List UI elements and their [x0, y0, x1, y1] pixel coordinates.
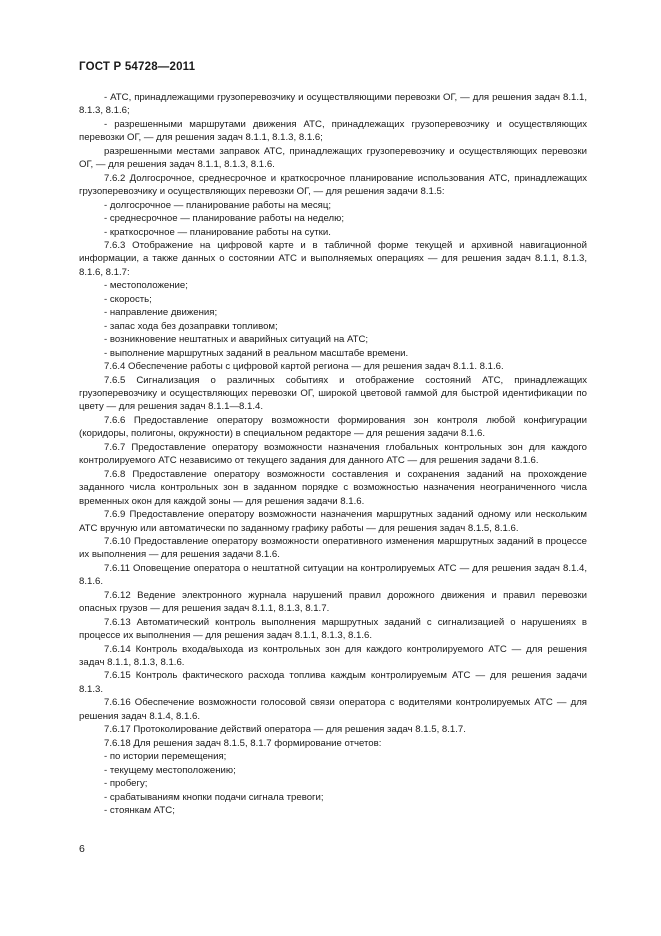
paragraph: 7.6.2 Долгосрочное, среднесрочное и краткосрочное планирование использования АТС, принадлежащих грузоперевозчику и осуществляющих перевозки ОГ, — для решения задачи 8.1.5: — [79, 172, 587, 198]
list-item: - местоположение; — [104, 280, 188, 292]
list-item: - текущему местоположению; — [104, 764, 236, 776]
list-item: - долгосрочное — планирование работы на месяц; — [104, 199, 332, 211]
list-item: - стоянкам АТС; — [104, 805, 175, 817]
list-item: - скорость; — [104, 293, 152, 305]
paragraph: 7.6.6 Предоставление оператору возможности формирования зон контроля любой конфигурации (коридоры, полигоны, окружности) в специальном редакторе — для решения задачи 8.1.6. — [79, 414, 587, 440]
paragraph: 7.6.18 Для решения задач 8.1.5, 8.1.7 формирование отчетов: — [104, 737, 382, 749]
list-item: - возникновение нештатных и аварийных ситуаций на АТС; — [104, 334, 369, 346]
paragraph: 7.6.17 Протоколирование действий оператора — для решения задач 8.1.5, 8.1.7. — [104, 724, 466, 736]
paragraph: 7.6.9 Предоставление оператору возможности назначения маршрутных заданий одному или нескольким АТС вручную или автоматически по заданному графику работы — для решения задач 8.1.5, 8.1.6. — [79, 509, 587, 534]
paragraph: 7.6.11 Оповещение оператора о нештатной ситуации на контролируемых АТС — для решения задач 8.1.4, 8.1.6. — [79, 562, 587, 588]
paragraph: 7.6.10 Предоставление оператору возможности оперативного изменения маршрутных заданий в процессе их выполнения — для решения задачи 8.1.6. — [79, 535, 587, 561]
list-item: - направление движения; — [104, 307, 218, 319]
page-number: 6 — [79, 843, 85, 855]
paragraph: 7.6.14 Контроль входа/выхода из контрольных зон для каждого контролируемого АТС — для решения задач 8.1.1, 8.1.3, 8.1.6. — [79, 643, 587, 669]
paragraph: 7.6.5 Сигнализация о различных событиях и отображение состояний АТС, принадлежащих грузоперевозчику и осуществляющих перевозки ОГ, широкой цветовой гаммой для быстрой идентификации по цвету — для решения задач 8.1.1—8.1.4. — [79, 374, 587, 413]
paragraph: - разрешенными маршрутами движения АТС, принадлежащих грузоперевозчику и осуществляющих перевозки ОГ, — для решения задач 8.1.1, 8.1.3, 8.1.6; — [79, 118, 587, 144]
list-item: - срабатываниям кнопки подачи сигнала тревоги; — [104, 791, 324, 803]
list-item: - среднесрочное — планирование работы на неделю; — [104, 213, 344, 225]
paragraph: 7.6.12 Ведение электронного журнала нарушений правил дорожного движения и правил перевозки опасных грузов — для решения задач 8.1.1, 8.1.3, 8.1.7. — [79, 589, 587, 615]
paragraph: 7.6.7 Предоставление оператору возможности назначения глобальных контрольных зон для каждого контролируемого АТС независимо от текущего задания для данного АТС — для решения задачи 8.1.6. — [79, 441, 587, 467]
document-body — [79, 91, 587, 817]
document-header: ГОСТ Р 54728—2011 — [79, 61, 196, 73]
list-item: - запас хода без дозаправки топливом; — [104, 320, 278, 332]
paragraph: 7.6.8 Предоставление оператору возможности составления и сохранения заданий на прохождение заданного числа контрольных зон в заданном порядке с возможностью назначения неограниченного числа временных окон для каждой зоны — для решения задачи 8.1.6. — [79, 468, 587, 507]
paragraph: 7.6.4 Обеспечение работы с цифровой картой региона — для решения задач 8.1.1. 8.1.6. — [104, 361, 504, 373]
paragraph: разрешенными местами заправок АТС, принадлежащих грузоперевозчику и осуществляющих перевозки ОГ, — для решения задач 8.1.1, 8.1.3, 8.1.6. — [79, 145, 587, 171]
list-item: - выполнение маршрутных заданий в реальном масштабе времени. — [104, 347, 409, 359]
paragraph: 7.6.16 Обеспечение возможности голосовой связи оператора с водителями контролируемых АТС — для решения задач 8.1.4, 8.1.6. — [79, 697, 587, 722]
list-item: - краткосрочное — планирование работы на сутки. — [104, 226, 331, 238]
paragraph: 7.6.3 Отображение на цифровой карте и в табличной форме текущей и архивной навигационной информации, а также данных о состоянии АТС и выполняемых операциях — для решения задач 8.1.1, 8.1.3, 8.1.6, 8.1.7: — [79, 239, 587, 278]
paragraph: 7.6.13 Автоматический контроль выполнения маршрутных заданий с сигнализацией о нарушениях в процессе их выполнения — для решения задач 8.1.1, 8.1.3, 8.1.6. — [79, 616, 587, 642]
paragraph: 7.6.15 Контроль фактического расхода топлива каждым контролируемым АТС — для решения задачи 8.1.3. — [79, 670, 587, 695]
list-item: - пробегу; — [104, 778, 148, 790]
list-item: - по истории перемещения; — [104, 751, 227, 763]
paragraph: - АТС, принадлежащими грузоперевозчику и осуществляющими перевозки ОГ, — для решения задач 8.1.1, 8.1.3, 8.1.6; — [79, 92, 587, 117]
